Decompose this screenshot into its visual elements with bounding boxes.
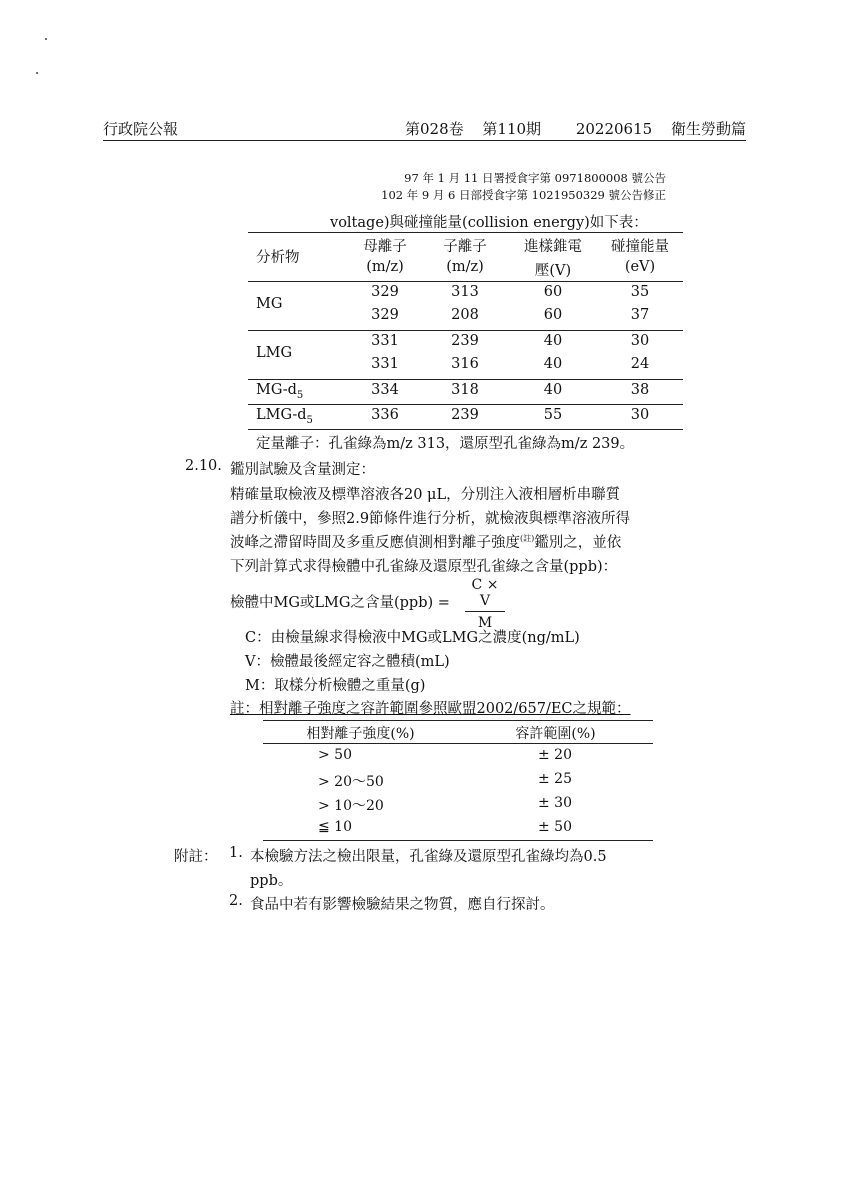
product-ion: 318 bbox=[451, 382, 479, 398]
tolerance: ± 50 bbox=[538, 819, 572, 835]
header-meta bbox=[391, 118, 746, 139]
header-collision-unit: (eV) bbox=[624, 259, 656, 275]
table-row bbox=[263, 816, 653, 841]
header-product-ion: 子離子 bbox=[443, 239, 487, 255]
paragraph-line: 下列計算式求得檢體中孔雀綠及還原型孔雀綠之含量(ppb)： bbox=[230, 559, 618, 575]
header-cone-voltage: 進樣錐電 bbox=[524, 239, 582, 255]
variable-v: V：檢體最後經定容之體積(mL) bbox=[245, 654, 450, 670]
variable-m: M：取樣分析檢體之重量(g) bbox=[245, 678, 426, 694]
header-product-unit: (m/z) bbox=[446, 259, 484, 275]
collision-energy: 24 bbox=[630, 356, 650, 372]
appendix-item-number: 2. bbox=[229, 893, 243, 909]
formula-fraction bbox=[465, 577, 505, 631]
paragraph-line: 精確量取檢液及標準溶液各20 μL，分別注入液相層析串聯質 bbox=[230, 487, 621, 503]
date: 20220615 bbox=[575, 120, 653, 138]
header-parent-unit: (m/z) bbox=[366, 259, 404, 275]
table-row bbox=[248, 284, 683, 308]
issue: 第110期 bbox=[482, 120, 542, 138]
paragraph-line: 譜分析儀中，參照2.9節條件進行分析，就檢液與標準溶液所得 bbox=[230, 511, 631, 527]
relative-intensity: > 20～50 bbox=[318, 774, 384, 790]
cone-voltage: 40 bbox=[543, 382, 563, 398]
tolerance: ± 30 bbox=[538, 795, 572, 811]
analyte-name: LMG-$d_5$ bbox=[256, 407, 313, 426]
group-lmg-d5 bbox=[248, 405, 683, 430]
paragraph-line: 波峰之滯留時間及多重反應偵測相對離子強度$^{(註)}$鑑別之，並依 bbox=[230, 534, 622, 551]
table-row bbox=[248, 333, 683, 357]
table-row bbox=[248, 356, 683, 380]
relative-intensity: > 10～20 bbox=[318, 798, 384, 814]
page-header bbox=[103, 118, 746, 141]
relative-intensity: ≦ 10 bbox=[318, 819, 352, 835]
mrm-conditions-table bbox=[248, 232, 683, 430]
appendix-item-1-cont: ppb。 bbox=[250, 873, 293, 889]
header-tolerance: 容許範圍(%) bbox=[515, 726, 596, 742]
gazette-name: 行政院公報 bbox=[103, 120, 179, 138]
appendix-label: 附註： bbox=[174, 849, 218, 865]
formula-denominator: M bbox=[477, 615, 493, 631]
group-mg-d5 bbox=[248, 380, 683, 405]
parent-ion: 329 bbox=[371, 307, 399, 323]
reference-line-2: 102 年 9 月 6 日部授食字第 1021950329 號公告修正 bbox=[381, 188, 666, 202]
tolerance-note: 註：相對離子強度之容許範圍參照歐盟2002/657/EC之規範： bbox=[230, 701, 631, 717]
variable-c: C：由檢量線求得檢液中MG或LMG之濃度(ng/mL) bbox=[245, 630, 580, 646]
table-row bbox=[263, 768, 653, 792]
cone-voltage: 40 bbox=[543, 356, 563, 372]
tolerance-table bbox=[263, 720, 653, 841]
analyte-name: $MG-d_5$ bbox=[256, 382, 304, 401]
collision-energy: 35 bbox=[630, 284, 650, 300]
table-row bbox=[248, 382, 683, 406]
header-collision-energy: 碰撞能量 bbox=[611, 239, 669, 255]
section: 衛生勞動篇 bbox=[670, 120, 746, 138]
relative-intensity: > 50 bbox=[318, 747, 352, 763]
table-row bbox=[248, 307, 683, 331]
parent-ion: 331 bbox=[371, 356, 399, 372]
parent-ion: 336 bbox=[371, 407, 399, 423]
volume: 第028卷 bbox=[405, 120, 464, 138]
section-number: 2.10. bbox=[185, 458, 222, 474]
tolerance: ± 25 bbox=[538, 771, 572, 787]
appendix-item-1: 本檢驗方法之檢出限量，孔雀綠及還原型孔雀綠均為0.5 bbox=[250, 849, 607, 865]
table-header bbox=[248, 232, 683, 282]
cone-voltage: 60 bbox=[543, 307, 563, 323]
collision-energy: 38 bbox=[630, 382, 650, 398]
product-ion: 316 bbox=[451, 356, 479, 372]
product-ion: 239 bbox=[451, 333, 479, 349]
header-parent-ion: 母離子 bbox=[363, 239, 407, 255]
tolerance: ± 20 bbox=[538, 747, 572, 763]
product-ion: 313 bbox=[451, 284, 479, 300]
appendix-item-number: 1. bbox=[229, 845, 243, 861]
parent-ion: 331 bbox=[371, 333, 399, 349]
table-intro: voltage)與碰撞能量(collision energy)如下表： bbox=[330, 215, 648, 231]
formula-lhs: 檢體中MG或LMG之含量(ppb) = bbox=[230, 595, 450, 611]
section-title: 鑑別試驗及含量測定： bbox=[230, 462, 375, 478]
collision-energy: 37 bbox=[630, 307, 650, 323]
appendix-item-2: 食品中若有影響檢驗結果之物質，應自行探討。 bbox=[250, 897, 555, 913]
cone-voltage: 60 bbox=[543, 284, 563, 300]
collision-energy: 30 bbox=[630, 333, 650, 349]
cone-voltage: 40 bbox=[543, 333, 563, 349]
product-ion: 239 bbox=[451, 407, 479, 423]
header-relative-intensity: 相對離子強度(%) bbox=[306, 726, 415, 742]
cone-voltage: 55 bbox=[543, 407, 563, 423]
table-row bbox=[263, 792, 653, 816]
analyte-name: LMG bbox=[256, 345, 293, 361]
parent-ion: 334 bbox=[371, 382, 399, 398]
quantitation-ion-note: 定量離子：孔雀綠為m/z 313，還原型孔雀綠為m/z 239。 bbox=[256, 436, 635, 452]
formula-numerator: C × V bbox=[465, 577, 505, 612]
table-header bbox=[263, 720, 653, 744]
product-ion: 208 bbox=[451, 307, 479, 323]
header-cone-unit: 壓(V) bbox=[534, 263, 572, 279]
group-mg bbox=[248, 282, 683, 331]
header-analyte: 分析物 bbox=[256, 250, 300, 266]
group-lmg bbox=[248, 331, 683, 380]
scan-speck bbox=[45, 38, 47, 40]
table-row bbox=[263, 744, 653, 768]
reference-line-1: 97 年 1 月 11 日署授食字第 0971800008 號公告 bbox=[404, 171, 666, 185]
table-row bbox=[248, 407, 683, 431]
collision-energy: 30 bbox=[630, 407, 650, 423]
scan-speck bbox=[36, 72, 38, 74]
analyte-name: MG bbox=[256, 296, 283, 312]
parent-ion: 329 bbox=[371, 284, 399, 300]
